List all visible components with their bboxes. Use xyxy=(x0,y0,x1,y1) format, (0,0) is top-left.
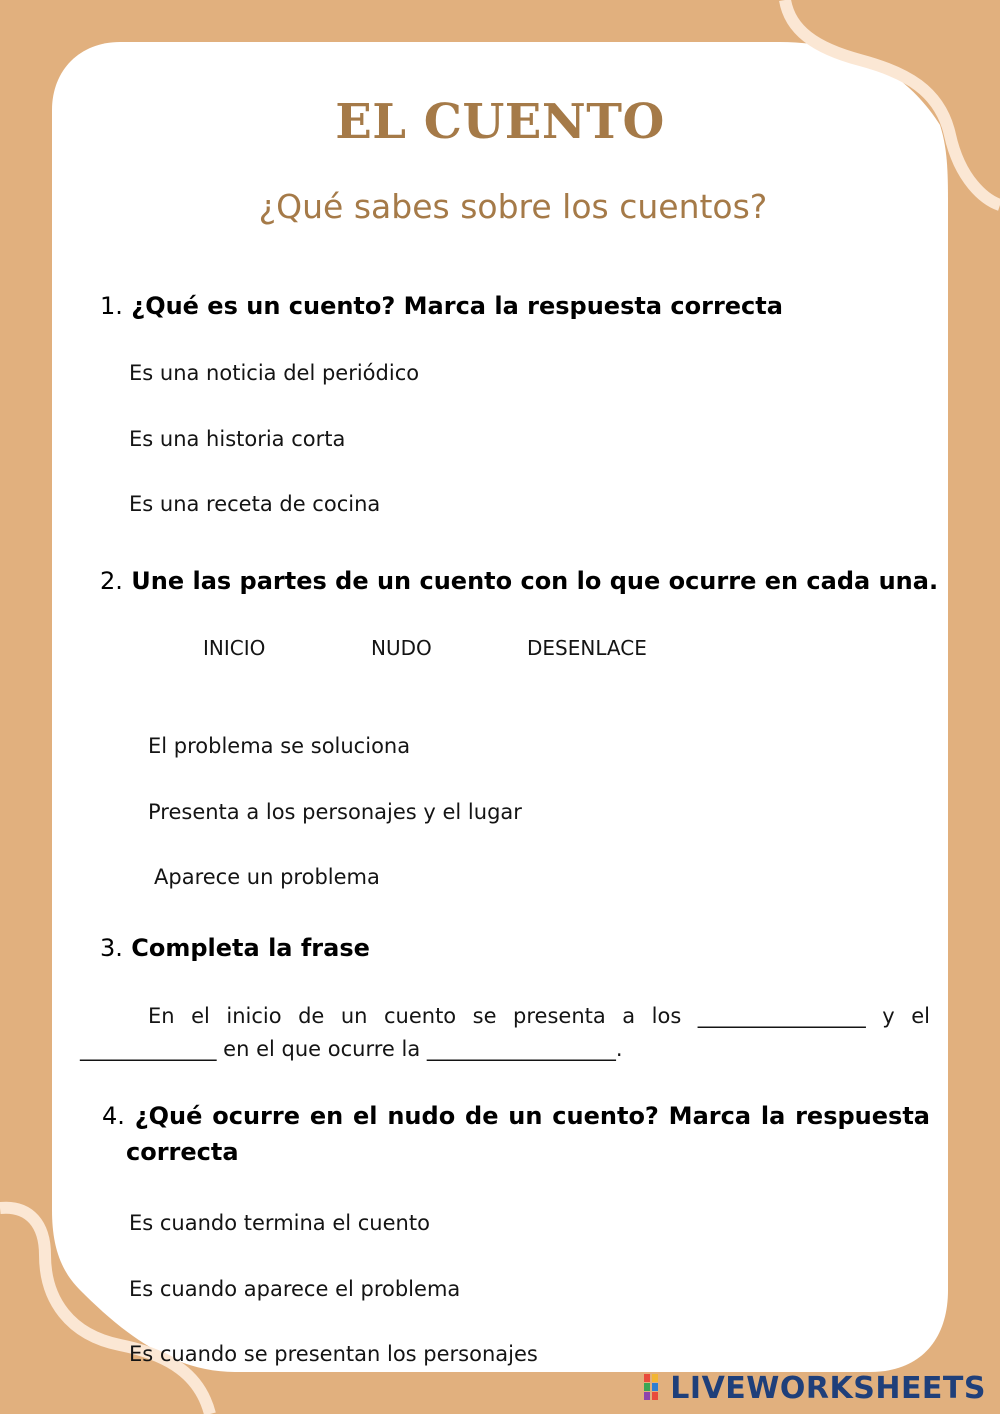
q4-option-2[interactable]: Es cuando aparece el problema xyxy=(129,1277,461,1301)
question-1-number: 1. xyxy=(100,292,123,320)
part-nudo[interactable]: NUDO xyxy=(371,636,432,660)
fill-in-line-2[interactable]: _____________ en el que ocurre la __________________. xyxy=(80,1037,623,1061)
fill-in-sentence[interactable] xyxy=(80,1000,930,1066)
fill-in-line-1[interactable]: En el inicio de un cuento se presenta a los ________________ y el xyxy=(148,1004,930,1028)
question-4 xyxy=(102,1098,930,1170)
question-4-text-line-1: ¿Qué ocurre en el nudo de un cuento? Marca la respuesta xyxy=(134,1102,930,1130)
question-3-number: 3. xyxy=(100,934,123,962)
question-1 xyxy=(100,292,783,320)
q1-option-3[interactable]: Es una receta de cocina xyxy=(129,492,381,516)
part-desenlace[interactable]: DESENLACE xyxy=(527,636,647,660)
question-2 xyxy=(100,567,938,595)
question-3 xyxy=(100,934,370,962)
page-subtitle: ¿Qué sabes sobre los cuentos? xyxy=(258,187,768,226)
q2-description-3[interactable]: Aparece un problema xyxy=(154,865,380,889)
q1-option-1[interactable]: Es una noticia del periódico xyxy=(129,361,420,385)
watermark-text: LIVEWORKSHEETS xyxy=(670,1371,986,1406)
worksheet-card xyxy=(52,42,948,1372)
page-title: EL CUENTO xyxy=(335,94,665,150)
liveworksheets-logo-icon xyxy=(644,1374,666,1400)
question-4-number: 4. xyxy=(102,1102,125,1130)
question-3-text: Completa la frase xyxy=(131,934,370,962)
q4-option-3[interactable]: Es cuando se presentan los personajes xyxy=(129,1342,538,1366)
q4-option-1[interactable]: Es cuando termina el cuento xyxy=(129,1211,430,1235)
q2-description-1[interactable]: El problema se soluciona xyxy=(148,734,411,758)
question-2-text: Une las partes de un cuento con lo que ocurre en cada una. xyxy=(131,567,939,595)
q1-option-2[interactable]: Es una historia corta xyxy=(129,427,346,451)
question-4-line-1 xyxy=(102,1098,930,1134)
part-inicio[interactable]: INICIO xyxy=(203,636,266,660)
question-2-number: 2. xyxy=(100,567,123,595)
question-4-text-line-2: correcta xyxy=(126,1138,239,1166)
question-1-text: ¿Qué es un cuento? Marca la respuesta correcta xyxy=(131,292,783,320)
q2-description-2[interactable]: Presenta a los personajes y el lugar xyxy=(148,800,522,824)
liveworksheets-logo xyxy=(644,1371,986,1406)
